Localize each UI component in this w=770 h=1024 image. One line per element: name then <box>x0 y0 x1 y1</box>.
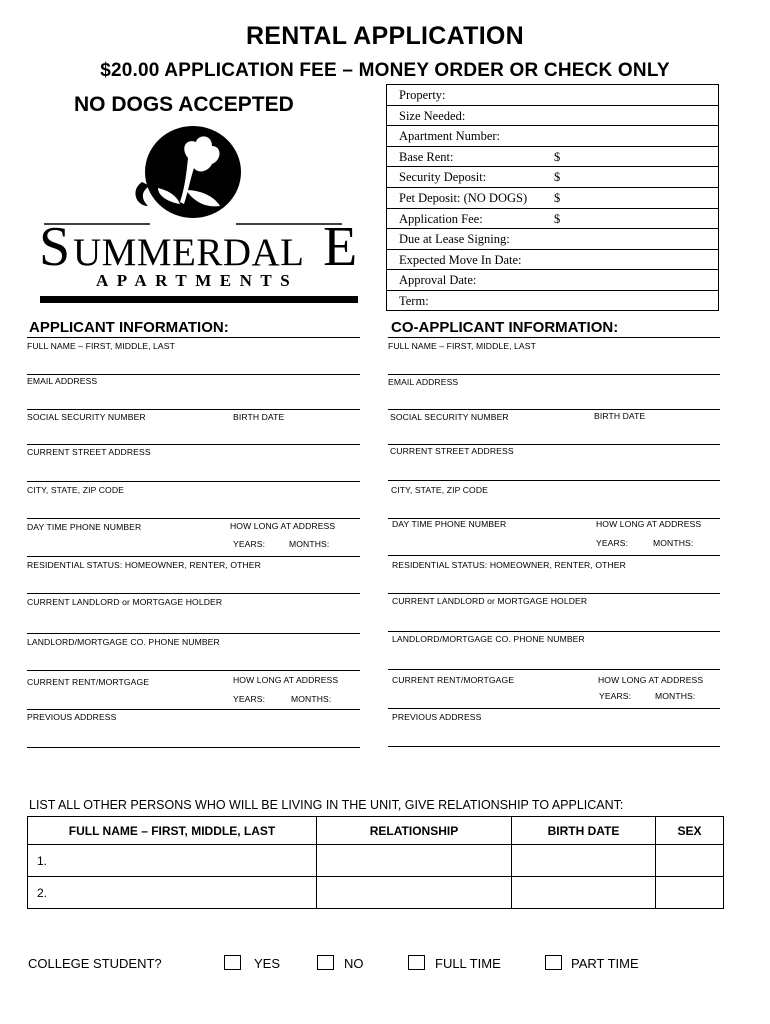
logo-middle: UMMERDAL <box>73 231 305 274</box>
college-student-label: COLLEGE STUDENT? <box>28 956 162 971</box>
logo-subtitle: APARTMENTS <box>96 271 299 290</box>
row-2-birth-date-cell[interactable] <box>512 877 656 909</box>
application-fee-row: Application Fee: $ <box>387 209 718 230</box>
applicant-ssn-field[interactable] <box>27 444 360 445</box>
part-time-label: PART TIME <box>571 956 639 971</box>
applicant-day-phone-label: DAY TIME PHONE NUMBER <box>27 522 142 532</box>
applicant-residential-field[interactable] <box>27 593 360 594</box>
applicant-ssn-label: SOCIAL SECURITY NUMBER <box>27 412 146 422</box>
column-header-relationship: RELATIONSHIP <box>317 817 512 845</box>
applicant-full-name-label: FULL NAME – FIRST, MIDDLE, LAST <box>27 341 175 351</box>
coapplicant-years-label: YEARS: <box>596 538 629 548</box>
property-details-box <box>386 84 719 311</box>
other-persons-table <box>27 816 724 909</box>
logo-initial-s: S <box>39 216 71 278</box>
due-at-signing-row: Due at Lease Signing: <box>387 229 718 250</box>
coapplicant-months-2-label: MONTHS: <box>655 691 696 701</box>
applicant-street-field[interactable] <box>27 481 360 482</box>
applicant-full-name-field[interactable] <box>27 374 360 375</box>
coapplicant-rent-field[interactable] <box>388 708 720 709</box>
coapplicant-landlord-label: CURRENT LANDLORD or MORTGAGE HOLDER <box>392 596 588 606</box>
applicant-residential-label: RESIDENTIAL STATUS: HOMEOWNER, RENTER, OTHER <box>27 560 261 570</box>
row-1-sex-cell[interactable] <box>656 845 724 877</box>
coapplicant-street-label: CURRENT STREET ADDRESS <box>390 446 514 456</box>
size-needed-row: Size Needed: <box>387 106 718 127</box>
applicant-previous-label: PREVIOUS ADDRESS <box>27 712 117 722</box>
applicant-street-label: CURRENT STREET ADDRESS <box>27 447 151 457</box>
applicant-landlord-phone-field[interactable] <box>27 670 360 671</box>
logo-emblem-icon <box>30 120 370 310</box>
coapplicant-landlord-field[interactable] <box>388 631 720 632</box>
applicant-rent-label: CURRENT RENT/MORTGAGE <box>27 677 150 687</box>
coapplicant-months-label: MONTHS: <box>653 538 694 548</box>
coapplicant-day-phone-label: DAY TIME PHONE NUMBER <box>392 519 507 529</box>
summerdale-logo <box>30 120 370 310</box>
applicant-landlord-label: CURRENT LANDLORD or MORTGAGE HOLDER <box>27 597 223 607</box>
coapplicant-day-phone-field[interactable] <box>388 555 720 556</box>
applicant-months-label: MONTHS: <box>289 539 330 549</box>
coapplicant-heading-underline <box>388 337 720 338</box>
applicant-email-field[interactable] <box>27 409 360 410</box>
applicant-day-phone-field[interactable] <box>27 556 360 557</box>
logo-final-e: E <box>323 216 358 278</box>
full-time-label: FULL TIME <box>435 956 501 971</box>
coapplicant-heading: CO-APPLICANT INFORMATION: <box>391 319 619 336</box>
yes-checkbox[interactable] <box>224 955 241 970</box>
row-2-name-cell[interactable]: 2. <box>28 877 317 909</box>
coapplicant-full-name-field[interactable] <box>388 374 720 375</box>
full-time-checkbox[interactable] <box>408 955 425 970</box>
coapplicant-city-label: CITY, STATE, ZIP CODE <box>391 485 488 495</box>
coapplicant-birth-date-label: BIRTH DATE <box>594 411 646 421</box>
applicant-email-label: EMAIL ADDRESS <box>27 376 98 386</box>
applicant-years-2-label: YEARS: <box>233 694 266 704</box>
applicant-months-2-label: MONTHS: <box>291 694 332 704</box>
coapplicant-street-field[interactable] <box>388 480 720 481</box>
column-header-full-name: FULL NAME – FIRST, MIDDLE, LAST <box>28 817 317 845</box>
applicant-how-long-2-label: HOW LONG AT ADDRESS <box>233 675 339 685</box>
fee-notice: $20.00 APPLICATION FEE – MONEY ORDER OR CHECK ONLY <box>100 60 670 81</box>
no-checkbox[interactable] <box>317 955 334 970</box>
coapplicant-full-name-label: FULL NAME – FIRST, MIDDLE, LAST <box>388 341 536 351</box>
coapplicant-landlord-phone-field[interactable] <box>388 669 720 670</box>
applicant-heading: APPLICANT INFORMATION: <box>29 319 229 336</box>
coapplicant-residential-label: RESIDENTIAL STATUS: HOMEOWNER, RENTER, OTHER <box>392 560 626 570</box>
pet-deposit-row: Pet Deposit: (NO DOGS) $ <box>387 188 718 209</box>
apartment-number-row: Apartment Number: <box>387 126 718 147</box>
coapplicant-rent-label: CURRENT RENT/MORTGAGE <box>392 675 515 685</box>
security-deposit-row: Security Deposit: $ <box>387 167 718 188</box>
column-header-sex: SEX <box>656 817 724 845</box>
coapplicant-ssn-label: SOCIAL SECURITY NUMBER <box>390 412 509 422</box>
no-dogs-notice: NO DOGS ACCEPTED <box>74 93 294 116</box>
row-1-relationship-cell[interactable] <box>317 845 512 877</box>
yes-label: YES <box>254 956 281 971</box>
coapplicant-email-field[interactable] <box>388 409 720 410</box>
coapplicant-ssn-field[interactable] <box>388 444 720 445</box>
move-in-date-row: Expected Move In Date: <box>387 250 718 271</box>
row-1-birth-date-cell[interactable] <box>512 845 656 877</box>
coapplicant-previous-label: PREVIOUS ADDRESS <box>392 712 482 722</box>
part-time-checkbox[interactable] <box>545 955 562 970</box>
applicant-city-label: CITY, STATE, ZIP CODE <box>27 485 124 495</box>
applicant-how-long-label: HOW LONG AT ADDRESS <box>230 521 336 531</box>
term-row: Term: <box>399 294 429 308</box>
row-2-sex-cell[interactable] <box>656 877 724 909</box>
applicant-landlord-phone-label: LANDLORD/MORTGAGE CO. PHONE NUMBER <box>27 637 220 647</box>
coapplicant-email-label: EMAIL ADDRESS <box>388 377 459 387</box>
column-header-birth-date: BIRTH DATE <box>512 817 656 845</box>
coapplicant-landlord-phone-label: LANDLORD/MORTGAGE CO. PHONE NUMBER <box>392 634 585 644</box>
property-row: Property: <box>387 85 718 106</box>
page-title: RENTAL APPLICATION <box>245 22 525 50</box>
table-row <box>28 845 724 877</box>
applicant-heading-underline <box>27 337 360 338</box>
applicant-years-label: YEARS: <box>233 539 266 549</box>
other-persons-intro: LIST ALL OTHER PERSONS WHO WILL BE LIVING IN THE UNIT, GIVE RELATIONSHIP TO APPLICANT: <box>29 798 624 812</box>
base-rent-row: Base Rent: $ <box>387 147 718 168</box>
applicant-city-field[interactable] <box>27 518 360 519</box>
applicant-rent-field[interactable] <box>27 709 360 710</box>
no-label: NO <box>344 956 364 971</box>
approval-date-row: Approval Date: <box>387 270 718 291</box>
coapplicant-how-long-2-label: HOW LONG AT ADDRESS <box>598 675 704 685</box>
applicant-landlord-field[interactable] <box>27 633 360 634</box>
coapplicant-previous-field[interactable] <box>388 746 720 747</box>
table-row <box>28 877 724 909</box>
applicant-birth-date-label: BIRTH DATE <box>233 412 285 422</box>
coapplicant-residential-field[interactable] <box>388 593 720 594</box>
row-1-name-cell[interactable]: 1. <box>28 845 317 877</box>
coapplicant-how-long-label: HOW LONG AT ADDRESS <box>596 519 702 529</box>
coapplicant-years-2-label: YEARS: <box>599 691 632 701</box>
row-2-relationship-cell[interactable] <box>317 877 512 909</box>
table-header-row <box>28 817 724 845</box>
applicant-previous-field[interactable] <box>27 747 360 748</box>
